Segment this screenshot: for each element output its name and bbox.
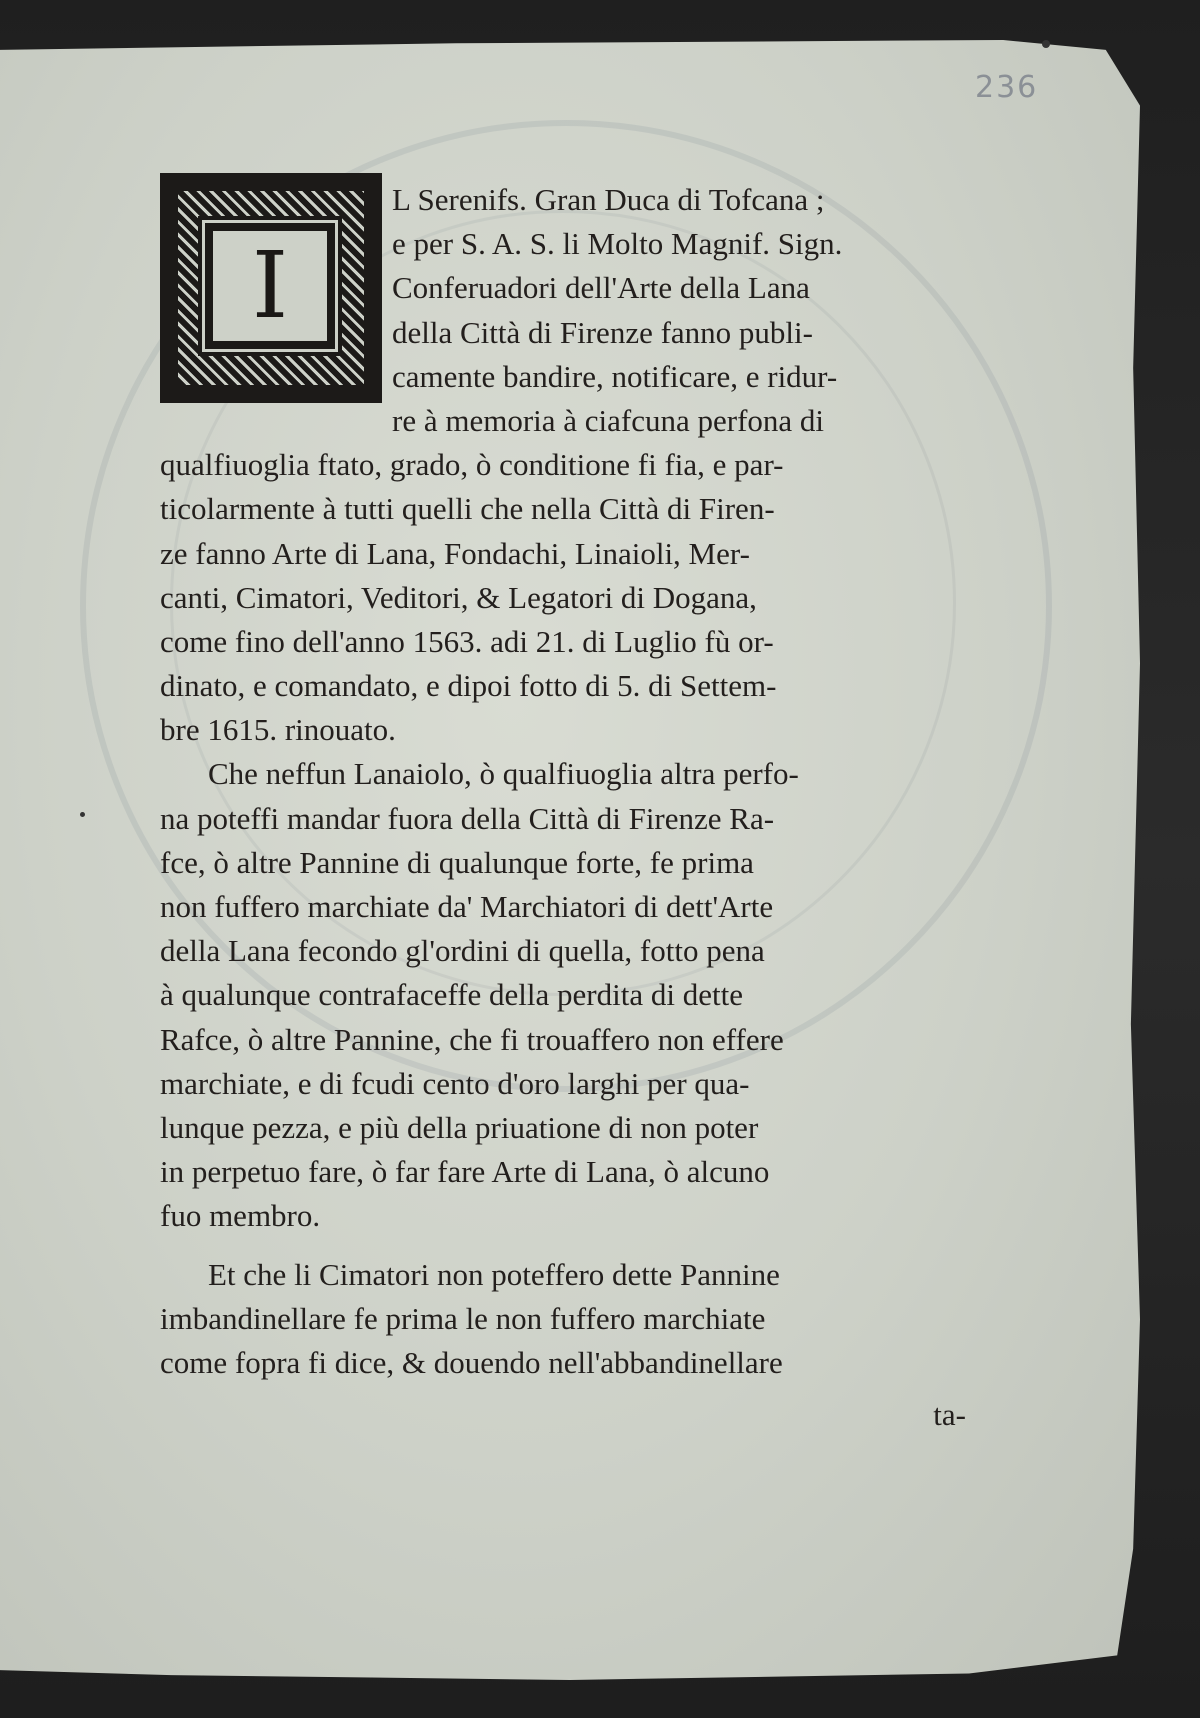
paragraph-2: [160, 752, 1030, 1238]
text-line: ticolarmente à tutti quelli che nella Città di Firen-: [160, 491, 775, 527]
text-line: fuo membro.: [160, 1198, 321, 1234]
text-line: bre 1615. rinouato.: [160, 712, 396, 748]
text-line: come fino dell'anno 1563. adi 21. di Luglio fù or-: [160, 623, 774, 659]
ink-spot-margin: [80, 812, 85, 817]
text-line: in perpetuo fare, ò far fare Arte di Lana, ò alcuno: [160, 1154, 770, 1190]
text-line: ze fanno Arte di Lana, Fondachi, Linaioli, Mer-: [160, 535, 750, 571]
text-line: re à memoria à ciafcuna perfona di: [392, 402, 825, 438]
paragraph-gap: [160, 1239, 1030, 1253]
text-line: non fuffero marchiate da' Marchiatori di dett'Arte: [160, 889, 774, 924]
text-line: Che neffun Lanaiolo, ò qualfiuoglia altra perfo-: [208, 756, 799, 792]
text-line: na poteffi mandar fuora della Città di Firenze Ra-: [160, 800, 775, 836]
catchword: ta-: [933, 1397, 966, 1433]
text-line: imbandinellare fe prima le non fuffero marchiate: [160, 1300, 766, 1336]
text-line: à qualunque contrafaceffe della perdita di dette: [160, 977, 743, 1013]
text-line: lunque pezza, e più della priuatione di non poter: [160, 1109, 759, 1145]
text-line: L Serenifs. Gran Duca di Tofcana ;: [392, 182, 825, 217]
text-line: come fopra fi dice, & douendo nell'abbandinellare: [160, 1344, 783, 1380]
text-line: qualfiuoglia ftato, grado, ò conditione fi fia, e par-: [160, 447, 784, 483]
text-line: e per S. A. S. li Molto Magnif. Sign.: [392, 226, 843, 262]
text-line: della Lana fecondo gl'ordini di quella, fotto pena: [160, 933, 765, 969]
text-line: Et che li Cimatori non poteffero dette Pannine: [208, 1256, 780, 1292]
text-line: Conferuadori dell'Arte della Lana: [392, 270, 810, 306]
paragraph-1: [160, 178, 1030, 752]
ink-spot-top: [1042, 40, 1050, 48]
text-line: marchiate, e di fcudi cento d'oro larghi per qua-: [160, 1065, 750, 1101]
text-line: canti, Cimatori, Veditori, & Legatori di Dogana,: [160, 579, 757, 615]
text-line: fce, ò altre Pannine di qualunque forte, fe prima: [160, 844, 754, 880]
paragraph-3: [160, 1253, 1030, 1386]
document-body: [160, 178, 1030, 1437]
folio-number: 236: [975, 70, 1039, 105]
text-line: dinato, e comandato, e dipoi fotto di 5. di Settem-: [160, 668, 777, 704]
text-line: Rafce, ò altre Pannine, che fi trouaffero non effere: [160, 1021, 784, 1057]
text-line: camente bandire, notificare, e ridur-: [392, 358, 838, 394]
text-line: della Città di Firenze fanno publi-: [392, 314, 813, 350]
initial-letter: I: [251, 232, 289, 339]
